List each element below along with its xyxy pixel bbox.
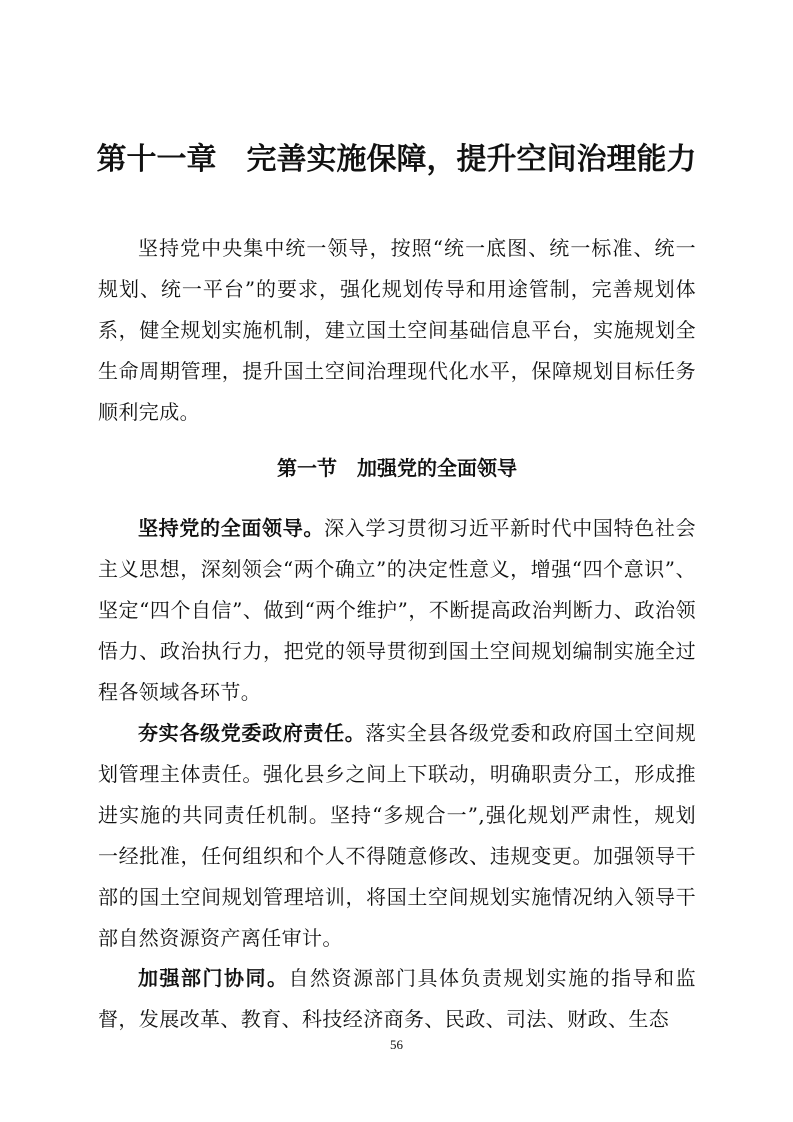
paragraph-lead: 坚持党的全面领导。 [138, 516, 325, 540]
paragraph-text: 落实全县各级党委和政府国土空间规划管理主体责任。强化县乡之间上下联动，明确职责分工，形成推进实施的共同责任机制。坚持“多规合一”,强化规划严肃性，规划一经批准，任何组织和个人不得随意修改、违规变更。加强领导干部的国土空间规划管理培训，将国土空间规划实施情况纳入领导干部自然资源资产离任审计。 [98, 721, 696, 950]
paragraph-text: 自然资源部门具体负责规划实施的指导和监督，发展改革、教育、科技经济商务、民政、司法、财政、生态 [98, 966, 696, 1031]
section-title: 第一节 加强党的全面领导 [277, 456, 517, 480]
paragraph-government-responsibility [98, 713, 696, 959]
chapter-title: 第十一章 完善实施保障，提升空间治理能力 [96, 142, 697, 177]
paragraph-text: 深入学习贯彻习近平新时代中国特色社会主义思想，深刻领会“两个确立”的决定性意义，增强“四个意识”、坚定“四个自信”、做到“两个维护”，不断提高政治判断力、政治领悟力、政治执行力，把党的领导贯彻到国土空间规划编制实施全过程各领域各环节。 [98, 516, 696, 704]
paragraph-lead: 夯实各级党委政府责任。 [138, 721, 366, 745]
paragraph-party-leadership [98, 508, 696, 713]
page-number: 56 [390, 1037, 403, 1052]
intro-paragraph: 坚持党中央集中统一领导，按照“统一底图、统一标准、统一规划、统一平台”的要求，强化规划传导和用途管制，完善规划体系，健全规划实施机制，建立国土空间基础信息平台，实施规划全生命周期管理，提升国土空间治理现代化水平，保障规划目标任务顺利完成。 [98, 236, 696, 424]
paragraph-lead: 加强部门协同。 [138, 966, 289, 990]
paragraph-department-coordination [98, 958, 696, 1040]
